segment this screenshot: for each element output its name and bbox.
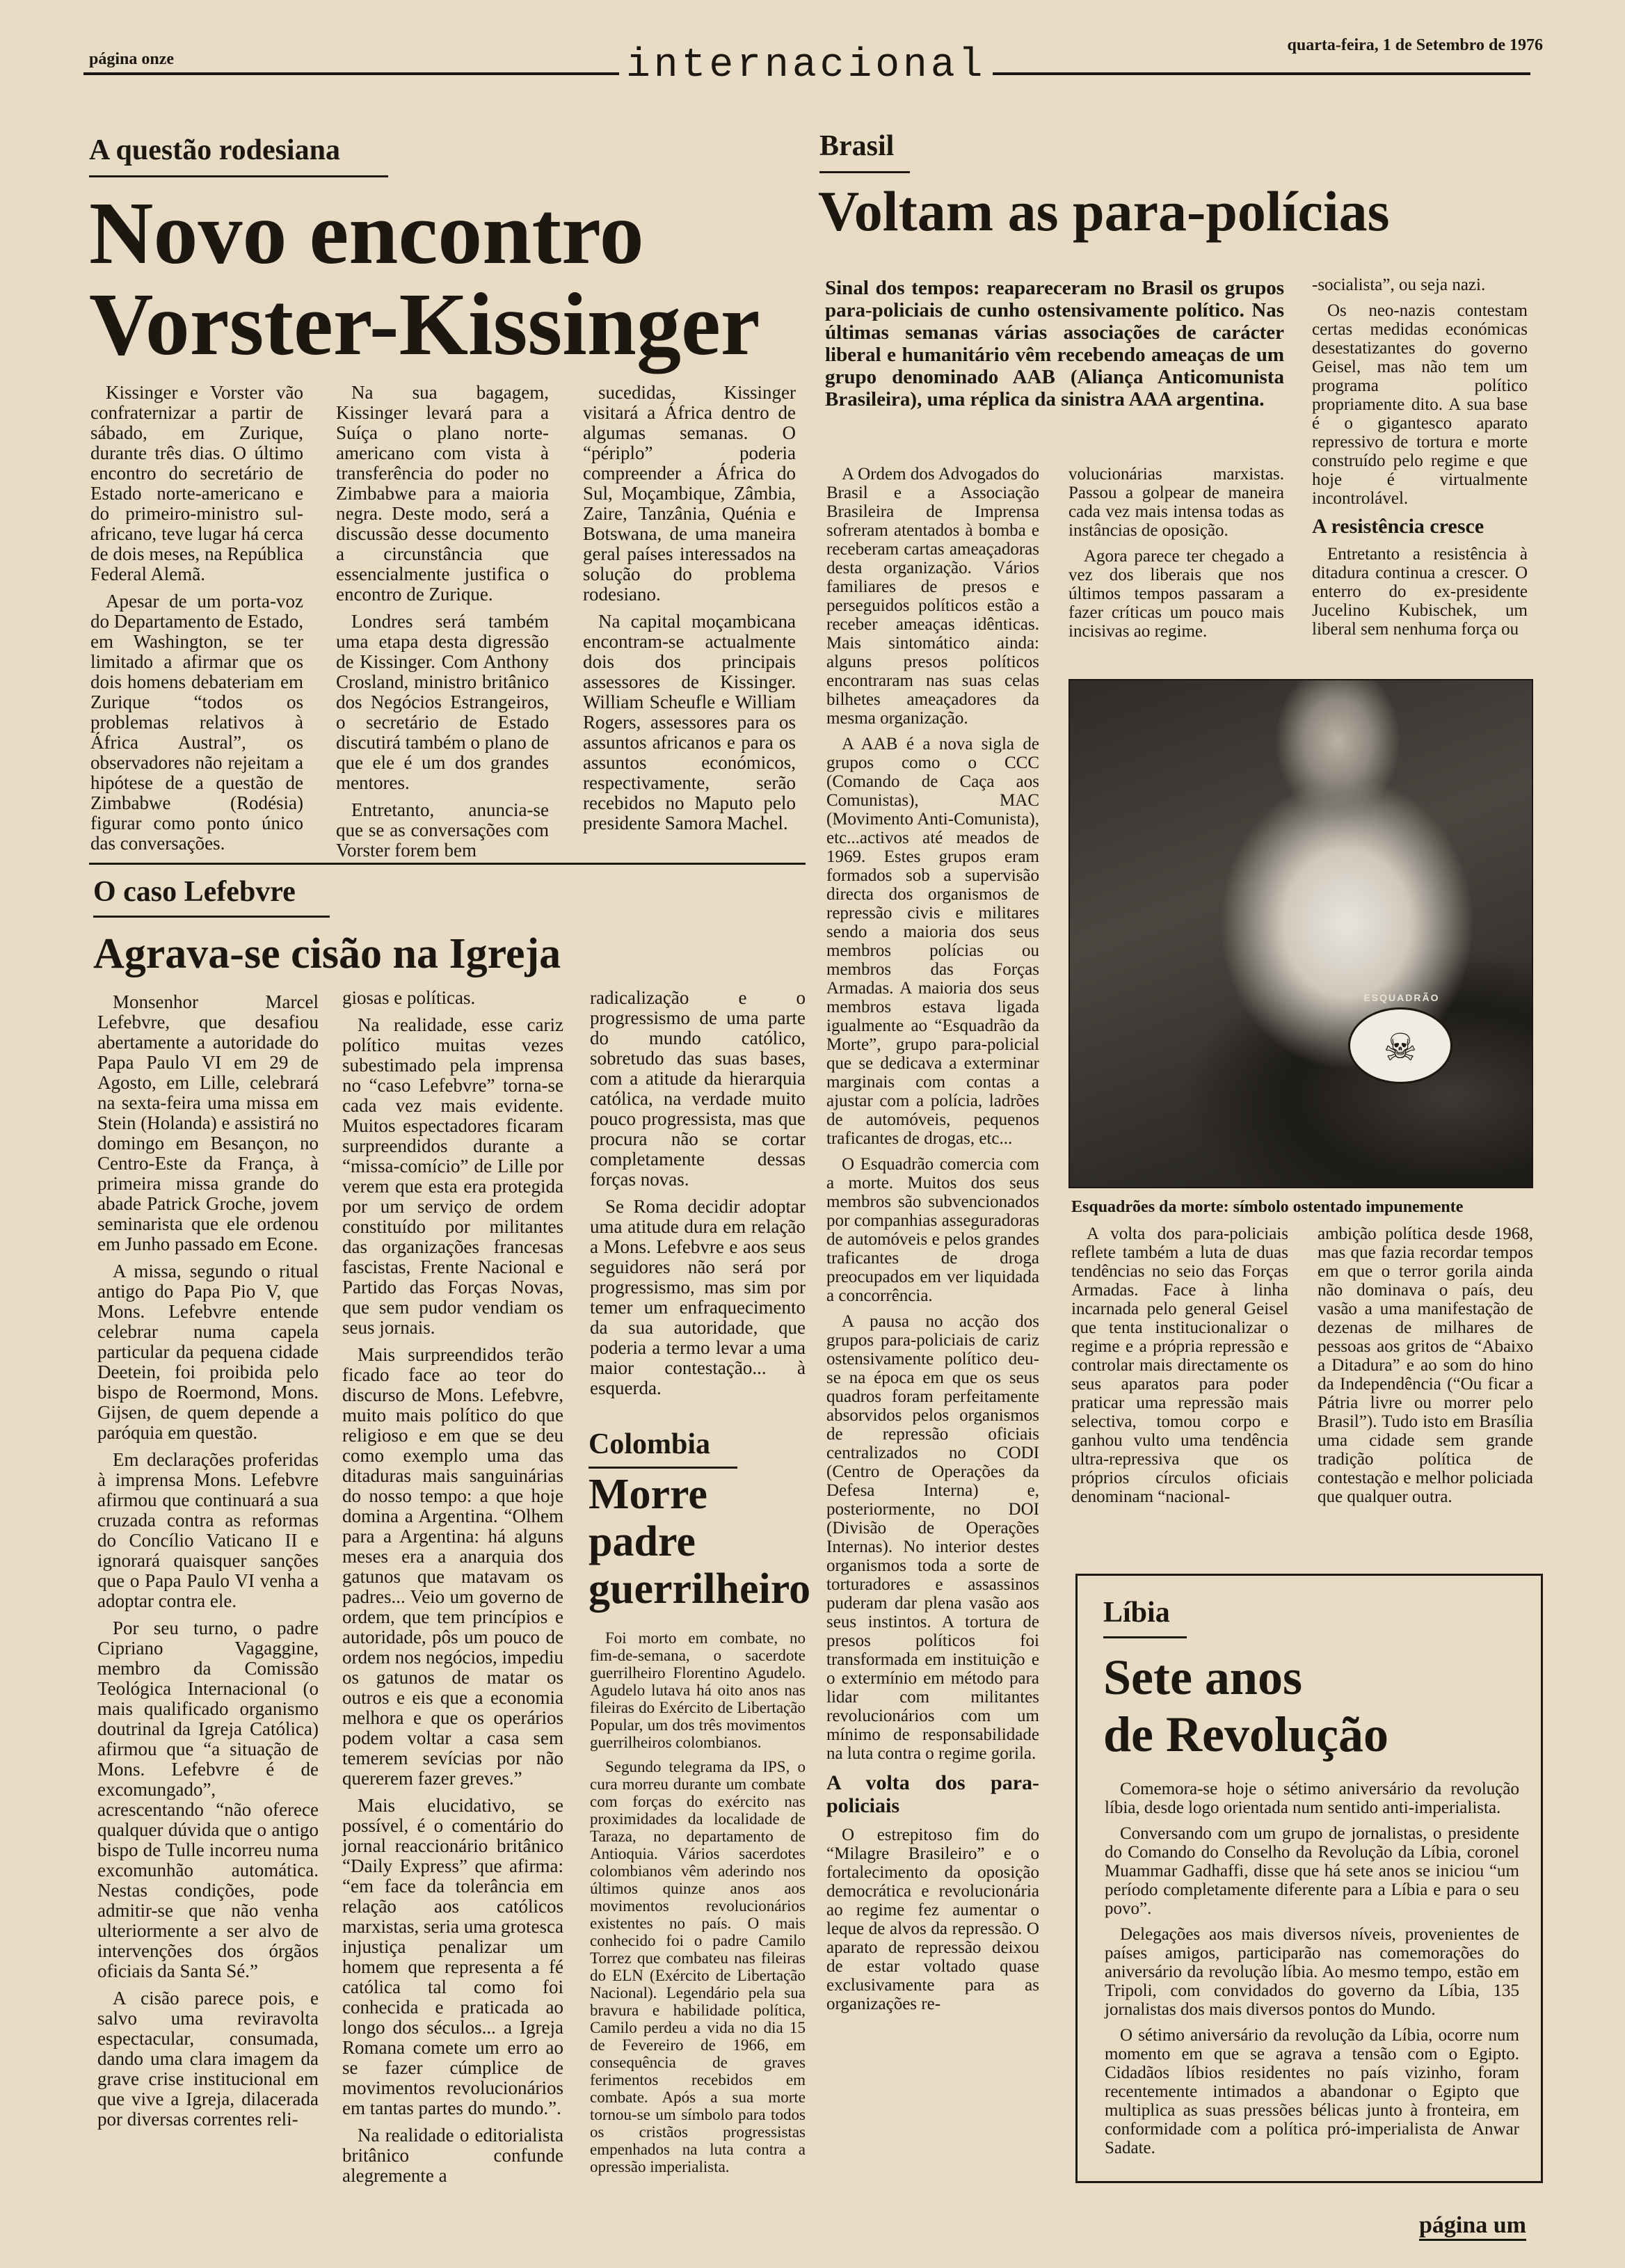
paragraph: Mais surpreendidos terão ficado face ao teor do discurso de Mons. Lefebvre, muito mais político do que religioso e em que se deu como exemplo uma das ditaduras mais sanguinárias do nosso tempo: a que hoje domina a Argentina. “Olhem para a Argentina: há alguns meses era a anarquia dos gatunos que matavam os padres... Veio um governo de ordem, que tem princípios e autoridade, pôs um pouco de ordem nos negócios, impediu os gatunos de matar os outros e eis que a economia melhora e que os operários podem voltar a casa sem temerem sevícias por não quererem fazer greves.”	[342, 1344, 563, 1789]
libia-kicker: Líbia	[1103, 1597, 1170, 1629]
colombia-headline-line3: guerrilheiro	[589, 1565, 811, 1613]
paragraph: Agora parece ter chegado a vez dos liberais que nos últimos tempos passaram a fazer críticas um pouco mais incisivas ao regime.	[1068, 547, 1284, 641]
paragraph: Na realidade, esse cariz político muitas vezes subestimado pela imprensa no “caso Lefebvre” torna-se cada vez mais evidente. Muitos espectadores ficaram surpreendidos durante a “missa-comício” de Lille por verem que esta era protegida por um serviço de ordem constituído por militantes das organizações francesas fascistas, Frente Nacional e Partido das Forças Novas, que sem pudor vendiam os seus jornais.	[342, 1014, 563, 1338]
paragraph: Kissinger e Vorster vão confraternizar a partir de sábado, em Zurique, durante três dias. O último encontro do secretário de Estado norte-americano e do primeiro-ministro sul-africano, teve lugar há cerca de dois meses, na República Federal Alemã.	[90, 382, 303, 584]
paragraph: Foi morto em combate, no fim-de-semana, o sacerdote guerrilheiro Florentino Agudelo. Agudelo lutava há oito anos nas fileiras do Exército de Libertação Popular, um dos três movimentos guerrilheiros colombianos.	[590, 1629, 806, 1751]
paragraph: A AAB é a nova sigla de grupos como o CCC (Comando de Caça aos Comunistas), MAC (Movimento Anti-Comunista), etc...activos até meados de 1969. Estes grupos eram formados sob a supervisão directa dos organismos de repressão civis e militares sendo a maioria dos seus membros polícias ou membros das Forças Armadas. A maioria dos seus membros estava ligada igualmente ao “Esquadrão da Morte”, grupo para-policial que se dedicava a exterminar marginais com contas a ajustar com a polícia, ladrões de automóveis, pequenos traficantes de drogas, etc...	[826, 735, 1039, 1148]
colombia-headline	[589, 1471, 818, 1613]
paragraph: Os neo-nazis contestam certas medidas económicas desestatizantes do governo Geisel, mas não tem um programa político propriamente dito. A sua base é o gigantesco aparato repressivo de tortura e morte construído pelo regime e que hoje é virtualmente incontrolável.	[1312, 301, 1528, 508]
brasil-kicker: Brasil	[819, 130, 895, 162]
rhodesia-column-2	[336, 383, 549, 868]
paragraph: volucionárias marxistas. Passou a golpear de maneira cada vez mais intensa todas as instâncias de oposição.	[1068, 465, 1284, 540]
rhodesia-headline-line2: Vorster-Kissinger	[89, 274, 760, 374]
paragraph: Em declarações proferidas à imprensa Mons. Lefebvre afirmou que continuará a sua cruzada contra as reformas do Concílio Vaticano II e ignorará quaisquer sanções que o Papa Paulo VI venha a adoptar contra ele.	[97, 1449, 319, 1611]
paragraph: Comemora-se hoje o sétimo aniversário da revolução líbia, desde logo orientada num sentido anti-imperialista.	[1105, 1780, 1519, 1817]
paragraph: giosas e políticas.	[342, 987, 476, 1008]
emblem-lettering: ESQUADRÃO	[1363, 992, 1440, 1003]
lefebvre-kicker-rule	[93, 916, 330, 918]
colombia-headline-line2: padre	[589, 1518, 696, 1565]
libia-headline-line1: Sete anos	[1103, 1650, 1302, 1705]
death-squad-photo	[1068, 679, 1533, 1188]
paragraph: A volta dos para-policiais reflete também a luta de duas tendências no seio das Forças Armadas. Face à linha incarnada pelo general Geisel que tenta institucionalizar o regime e a própria repressão e controlar mais directamente os seus aparatos para poder praticar uma repressão mais selectiva, tomou corpo e ganhou vulto uma tendência ultra-repressiva que os próprios círculos oficiais denominam “nacional-	[1071, 1224, 1288, 1506]
paragraph: O estrepitoso fim do “Milagre Brasileiro” e o fortalecimento da oposição democrática e revolucionária ao regime fez aumentar o leque de alvos da repressão. O aparato de repressão deixou de estar voltado quase exclusivamente para as organizações re-	[826, 1826, 1039, 2013]
paragraph: Entretanto a resistência à ditadura continua a crescer. O enterro do ex-presidente Jucelino Kubischek, um liberal sem nenhuma força ou	[1312, 545, 1528, 639]
rhodesia-headline-line1: Novo encontro	[89, 184, 644, 282]
lefebvre-column-3	[590, 988, 806, 1405]
paragraph: Monsenhor Marcel Lefebvre, que desafiou abertamente a autoridade do Papa Paulo VI em 29 de Agosto, em Lille, celebrará na sexta-feira uma missa em Stein (Holanda) e assistirá no domingo em Besançon, no Centro-Este da França, à primeira missa grande do abade Patrick Groche, jovem seminarista que ele ordenou em Junho passado em Econe.	[97, 991, 319, 1254]
rhodesia-bottom-rule	[89, 863, 806, 865]
paragraph: Se Roma decidir adoptar uma atitude dura em relação a Mons. Lefebvre e aos seus seguidores não será por progressismo, mas sim por temer um enfraquecimento da sua autoridade, que poderia a termo levar a uma maior contestação... à esquerda.	[590, 1196, 806, 1398]
page-label: página onze	[89, 50, 175, 68]
libia-kicker-rule	[1103, 1636, 1187, 1638]
colombia-kicker-rule	[589, 1467, 737, 1469]
footer-page-label: página um	[1419, 2212, 1526, 2241]
paragraph: Conversando com um grupo de jornalistas, o presidente do Comando do Conselho da Revolução da Líbia, coronel Muammar Gadhaffi, disse que há sete anos se iniciou “um período completamente diferente para a Líbia e para o seu povo”.	[1105, 1824, 1519, 1918]
paragraph: A pausa no acção dos grupos para-policiais de cariz ostensivamente político deu-se na época em que os seus quadros foram perfeitamente absorvidos pelos organismos de repressão oficiais centralizados no CODI (Centro de Operações da Defesa Interna) e, posteriormente, no DOI (Divisão de Operações Internas). No interior destes organismos toda a sorte de torturadores e assassinos puderam dar plena vasão aos seus instintos. A tortura de presos políticos foi transformada em instituição e o extermínio em método para lidar com militantes revolucionários com um mínimo de responsabilidade na luta contra o regime gorila.	[826, 1312, 1039, 1763]
lefebvre-headline: Agrava-se cisão na Igreja	[93, 930, 561, 977]
paragraph: ambição política desde 1968, mas que fazia recordar tempos em que o terror gorila ainda não dominava o país, deu vasão a uma manifestação de dezenas de milhares de pessoas aos gritos de “Abaixo a Ditadura” e ao som do hino da Independência (“Ou ficar a Pátria livre ou morrer pelo Brasil”). Tudo isto em Brasília uma cidade sem grande tradição política de contestação e melhor policiada que qualquer outra.	[1318, 1224, 1533, 1506]
paragraph: Por seu turno, o padre Cipriano Vagaggine, membro da Comissão Teológica Internacional (o mais qualificado organismo doutrinal da Igreja Católica) afirmou que “a situação de Mons. Lefebvre é de excomungado”, acrescentando “não oferece qualquer dúvida que o antigo bispo de Tulle incorreu numa excomunhão automática. Nestas condições, pode admitir-se que não venha ulteriormente a ser alvo de intervenções dos órgãos oficiais da Santa Sé.”	[97, 1618, 319, 1981]
brasil-kicker-rule	[819, 171, 910, 173]
paragraph: Londres será também uma etapa desta digressão de Kissinger. Com Anthony Crosland, ministro britânico dos Negócios Estrangeiros, o secretário de Estado discutirá também o plano de que ele é um dos grandes mentores.	[336, 611, 549, 793]
paragraph: Apesar de um porta-voz do Departamento de Estado, em Washington, se ter limitado a afirmar que os dois homens debateriam em Zurique “todos os problemas relativos à África Austral”, os observadores não rejeitam a hipótese de a questão de Zimbabwe (Rodésia) figurar como ponto único das conversações.	[90, 591, 303, 854]
skull-emblem-icon: ☠	[1348, 1007, 1452, 1084]
paragraph: Entretanto, anuncia-se que se as conversações com Vorster forem bem	[336, 799, 549, 861]
brasil-column-3b	[1318, 1224, 1533, 1513]
paragraph: radicalização e o progressismo de uma parte do mundo católico, sobretudo das suas bases, com a atitude da hierarquia católica, na verdade muito pouco progressista, mas que procura não se cortar completamente dessas forças novas.	[590, 987, 806, 1190]
brasil-subhead-volta: A volta dos para-policiais	[826, 1771, 1039, 1817]
paragraph: A cisão parece pois, e salvo uma reviravolta espectacular, consumada, dando uma clara imagem da grave crise institucional em que vive a Igreja, dilacerada por diversas correntes reli-	[97, 1988, 319, 2130]
issue-date: quarta-feira, 1 de Setembro de 1976	[1287, 36, 1543, 54]
brasil-subhead-resist: A resistência cresce	[1312, 515, 1484, 538]
brasil-column-1	[826, 465, 1039, 2020]
colombia-headline-line1: Morre	[589, 1471, 707, 1518]
libia-headline	[1103, 1649, 1521, 1763]
rhodesia-column-1	[90, 383, 303, 861]
rhodesia-kicker: A questão rodesiana	[89, 134, 340, 166]
paragraph: Mais elucidativo, se possível, é o comentário do jornal reaccionário britânico “Daily Express” que afirma: “em face da tolerância em relação aos católicos marxistas, seria uma grotesca injustiça penalizar um homem que representa a fé católica tal como foi conhecida e praticada ao longo dos séculos... a Igreja Romana comete um erro ao se fazer cúmplice de movimentos revolucionários em tantas partes do mundo.”.	[342, 1795, 563, 2118]
brasil-column-2b	[1071, 1224, 1288, 1513]
rhodesia-column-3	[583, 383, 796, 840]
paragraph: Na sua bagagem, Kissinger levará para a Suíça o plano norte-americano com vista à transferência do poder no Zimbabwe para a maioria negra. Deste modo, será a discussão desse documento a circunstância que essencialmente justifica o encontro de Zurique.	[336, 382, 549, 605]
colombia-kicker: Colombia	[589, 1428, 711, 1460]
paragraph: Segundo telegrama da IPS, o cura morreu durante um combate com forças do exército nas proximidades da localidade de Taraza, no departamento de Antioquia. Vários sacerdotes colombianos vêm aderindo nos últimos quinze anos aos movimentos revolucionários existentes no país. O mais conhecido foi o padre Camilo Torrez que combateu nas fileiras do ELN (Exército de Libertação Nacional). Legendário pela sua bravura e habilidade política, Camilo perdeu a vida no dia 15 de Fevereiro de 1966, em consequência de graves ferimentos recebidos em combate. Após a sua morte tornou-se um símbolo para todos os cristãos progressistas empenhados na luta contra a opressão imperialista.	[590, 1758, 806, 2175]
colombia-body	[590, 1629, 806, 2182]
paragraph: sucedidas, Kissinger visitará a África dentro de algumas semanas. O “périplo” poderia compreender a África do Sul, Moçambique, Zâmbia, Zaire, Tanzânia, Quénia e Botswana, de uma maneira geral países interessados na solução do problema rodesiano.	[583, 382, 796, 605]
libia-body	[1105, 1780, 1519, 2164]
paragraph: O sétimo aniversário da revolução da Líbia, ocorre num momento em que se agrava a tensão com o Egipto. Cidadãos líbios residentes no país vizinho, foram recentemente intimados a abandonar o Egipto que multiplica as suas pressões bélicas junto à fronteira, em conformidade com a política pró-imperialista de Anwar Sadate.	[1105, 2026, 1519, 2157]
paragraph: Na capital moçambicana encontram-se actualmente dois dos principais assessores de Kissinger. William Scheufle e William Rogers, assessores para os assuntos africanos e para os assuntos económicos, respectivamente, serão recebidos no Maputo pelo presidente Samora Machel.	[583, 611, 796, 833]
brasil-column-3	[1312, 275, 1528, 646]
paragraph: Na realidade o editorialista britânico confunde alegremente a	[342, 2125, 563, 2186]
section-title: internacional	[619, 43, 993, 88]
rhodesia-headline	[89, 184, 812, 374]
paragraph: Delegações aos mais diversos níveis, provenientes de países amigos, participarão nas comemorações do aniversário da revolução líbia. Ao mesmo tempo, estão em Tripoli, com convidados do governo da Líbia, 135 jornalistas dos mais diversos pontos do Mundo.	[1105, 1925, 1519, 2019]
rhodesia-kicker-rule	[89, 175, 388, 177]
paragraph: O Esquadrão comercia com a morte. Muitos dos seus membros são subvencionados por companhias asseguradoras de automóveis e pelos grandes traficantes de droga preocupados em ver liquidada a concorrência.	[826, 1155, 1039, 1305]
brasil-column-2	[1068, 465, 1284, 648]
paragraph: A Ordem dos Advogados do Brasil e a Associação Brasileira de Imprensa sofreram atentados à bomba e receberam cartas ameaçadoras desta organização. Vários familiares de presos e perseguidos políticos estão a receber ameaças idênticas. Mais sintomático ainda: alguns presos políticos encontraram nas suas celas bilhetes ameaçadores da mesma organização.	[826, 465, 1039, 728]
paragraph: -socialista”, ou seja nazi.	[1312, 275, 1486, 294]
brasil-headline: Voltam as para-polícias	[818, 179, 1390, 243]
paragraph: A missa, segundo o ritual antigo do Papa Pio V, que Mons. Lefebvre entende celebrar numa capela particular da pequena cidade Deetein, foi proibida pelo bispo de Roermond, Mons. Gijsen, de quem depende a paróquia em questão.	[97, 1261, 319, 1443]
libia-headline-line2: de Revolução	[1103, 1707, 1388, 1762]
lefebvre-column-2	[342, 988, 563, 2193]
photo-caption: Esquadrões da morte: símbolo ostentado impunemente	[1071, 1198, 1464, 1216]
lefebvre-column-1	[97, 992, 319, 2137]
lefebvre-kicker: O caso Lefebvre	[93, 876, 296, 908]
brasil-lead: Sinal dos tempos: reapareceram no Brasil os grupos para-policiais de cunho ostensivamente político. Nas últimas semanas várias associações de carácter liberal e humanitário vêm recebendo ameaças de um grupo denominado AAB (Aliança Anticomunista Brasileira), uma réplica da sinistra AAA argentina.	[825, 277, 1284, 410]
